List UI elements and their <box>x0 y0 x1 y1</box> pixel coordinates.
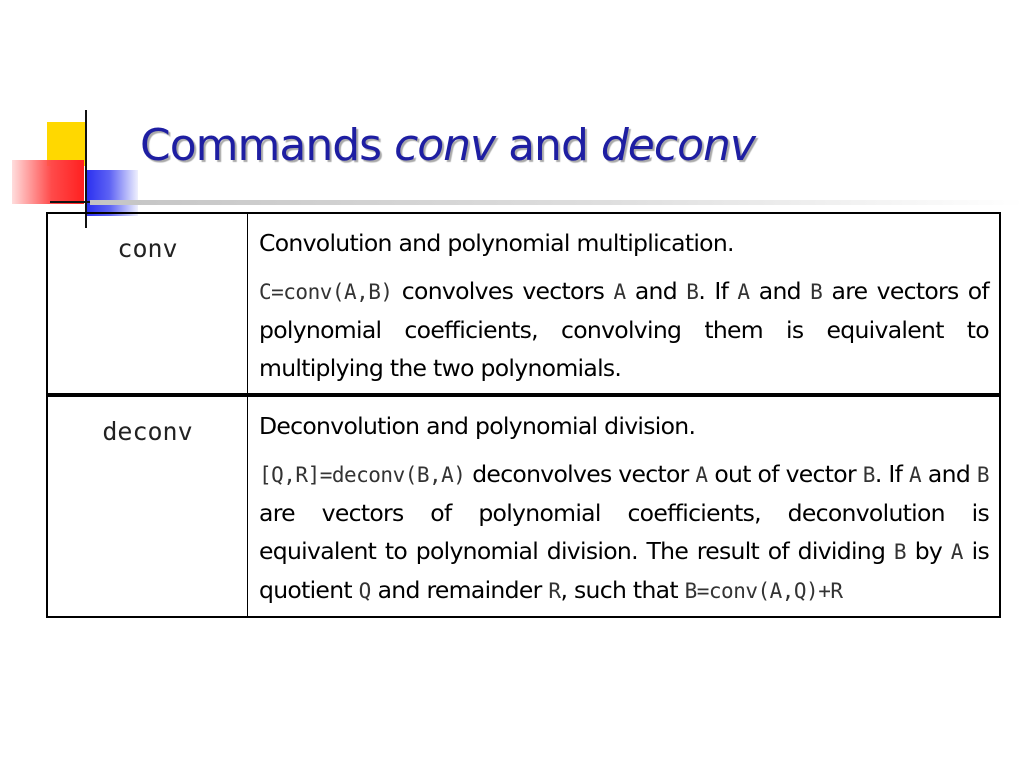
inline-code: B <box>976 463 989 487</box>
detail-text: are vectors of polynomial coefficients, deconvolution is equivalent to polynomial division. The result of dividing <box>259 499 989 565</box>
decorative-red-square <box>12 160 84 204</box>
command-summary: Deconvolution and polynomial division. <box>259 412 696 440</box>
slide-title <box>140 120 755 171</box>
table-row-deconv <box>46 393 1001 618</box>
command-cell: conv <box>48 214 248 393</box>
detail-text: . If <box>698 277 738 305</box>
decorative-blue-square <box>86 170 138 216</box>
command-summary: Convolution and polynomial multiplication. <box>259 229 734 257</box>
detail-text: and <box>625 277 687 305</box>
inline-code: B <box>893 540 907 564</box>
detail-text: deconvolves vector <box>465 460 696 488</box>
command-detail <box>259 455 989 610</box>
title-prefix: Commands <box>140 120 395 171</box>
description-cell <box>248 397 999 616</box>
detail-text: is quotient <box>259 537 989 604</box>
description-cell <box>248 214 999 393</box>
inline-code: A <box>737 280 750 304</box>
title-middle: and <box>495 120 601 171</box>
inline-code: B <box>686 280 699 304</box>
table-row-conv <box>46 212 1001 393</box>
title-command-conv: conv <box>394 120 496 171</box>
title-underline-rule <box>90 200 1024 205</box>
inline-code: A <box>908 463 922 487</box>
inline-code: C=conv(A,B) <box>259 280 393 304</box>
inline-code: R <box>548 579 561 603</box>
detail-text: and remainder <box>370 576 549 604</box>
detail-text: convolves vectors <box>392 277 614 305</box>
inline-code: B <box>862 463 875 487</box>
detail-text: and <box>921 460 977 488</box>
detail-text: , such that <box>560 576 685 604</box>
inline-code: B <box>810 280 823 304</box>
inline-code: Q <box>358 579 371 603</box>
detail-text: and <box>749 277 811 305</box>
inline-code: A <box>613 280 626 304</box>
title-command-deconv: deconv <box>600 120 755 171</box>
decorative-vertical-line <box>85 110 87 228</box>
commands-table <box>46 212 1001 618</box>
inline-code: B=conv(A,Q)+R <box>684 579 843 603</box>
command-cell: deconv <box>48 397 248 616</box>
command-detail <box>259 272 989 387</box>
detail-text: by <box>906 537 951 565</box>
detail-text: . If <box>874 460 909 488</box>
detail-text: are vectors of polynomial coefficients, convolving them is equivalent to multiplying the two polynomials. <box>259 277 989 382</box>
inline-code: A <box>950 540 963 564</box>
inline-code: A <box>695 463 708 487</box>
detail-text: out of vector <box>707 460 863 488</box>
inline-code: [Q,R]=deconv(B,A) <box>259 463 466 487</box>
